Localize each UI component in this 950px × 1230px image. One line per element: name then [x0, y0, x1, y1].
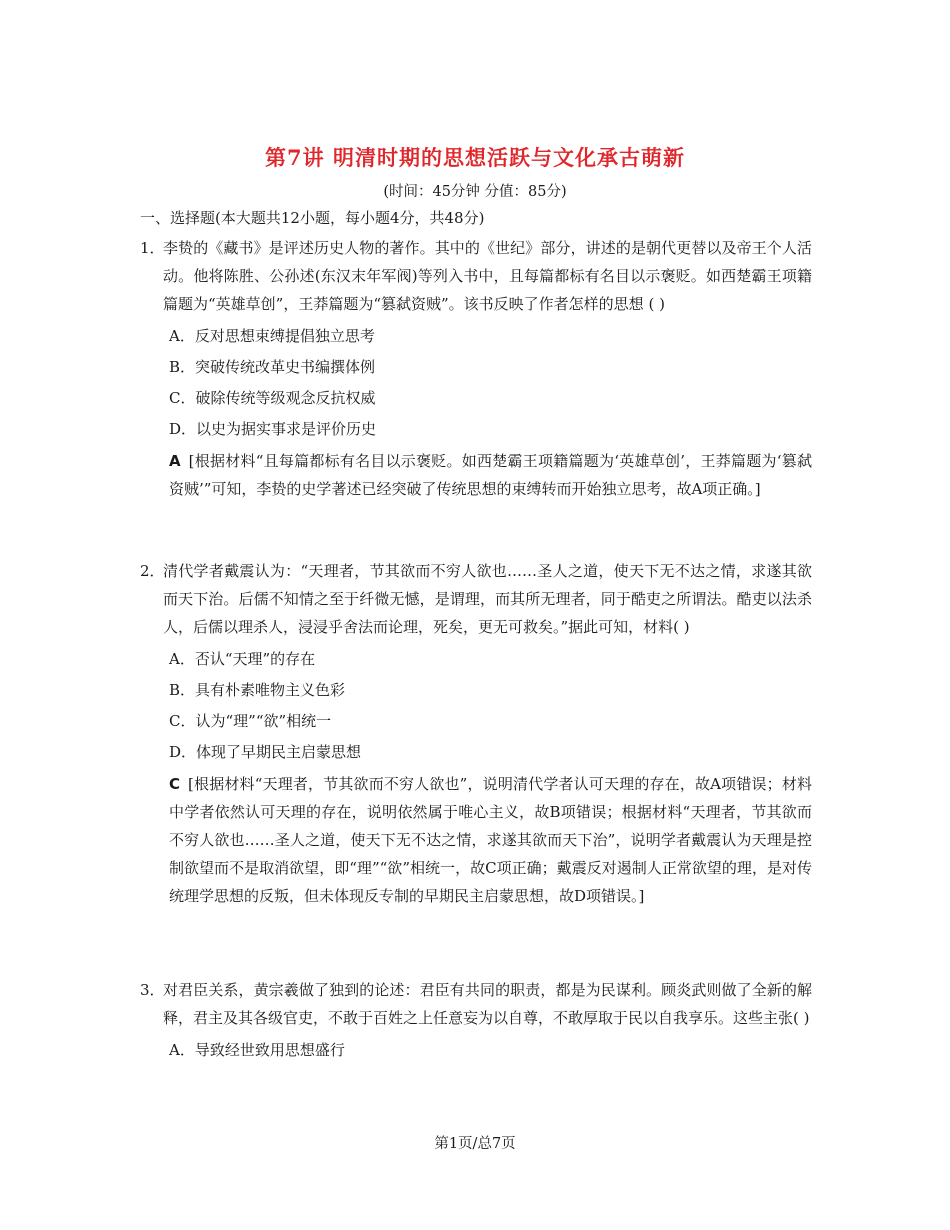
question-number: 1． [140, 239, 165, 257]
question-number: 3． [140, 981, 165, 999]
question-stem [140, 976, 812, 1032]
answer-explanation [140, 770, 812, 910]
question-1 [140, 234, 812, 503]
option-a: A．否认“天理”的存在 [169, 650, 316, 668]
answer-letter: A [169, 452, 181, 470]
option-a: A．导致经世致用思想盛行 [169, 1041, 345, 1059]
question-text: 对君臣关系，黄宗羲做了独到的论述：君臣有共同的职责，都是为民谋利。顾炎武则做了全新的解释，君主及其各级官吏，不敢于百姓之上任意妄为以自尊，不敢厚取于民以自我享乐。这些主张( ) [163, 981, 812, 1027]
option-c: C．认为“理”“欲”相统一 [169, 712, 332, 730]
time-score-subtitle: (时间：45分钟 分值：85分) [383, 184, 567, 200]
question-number: 2． [140, 562, 165, 580]
question-text: 清代学者戴震认为：“天理者，节其欲而不穷人欲也……圣人之道，使天下无不达之情，求遂其欲而天下治。后儒不知情之至于纤微无憾，是谓理，而其所无理者，同于酷吏之所谓法。酷吏以法杀人，后儒以理杀人，浸浸乎舍法而论理，死矣，更无可救矣。”据此可知，材料( ) [163, 562, 812, 636]
option-b: B．具有朴素唯物主义色彩 [169, 681, 346, 699]
question-3 [140, 976, 812, 1064]
option-a: A．反对思想束缚提倡独立思考 [169, 327, 375, 345]
question-2 [140, 557, 812, 910]
question-stem [140, 557, 812, 641]
answer-text: [根据材料“天理者，节其欲而不穷人欲也”，说明清代学者认可天理的存在，故A项错误；材料中学者依然认可天理的存在，说明依然属于唯心主义，故B项错误；根据材料“天理者，节其欲而不穷人欲也……圣人之道，使天下无不达之情，求遂其欲而天下治”，说明学者戴震认为天理是控制欲望而不是取消欲望，即“理”“欲”相统一，故C项正确；戴震反对遏制人正常欲望的理，是对传统理学思想的反叛，但未体现反专制的早期民主启蒙思想，故D项错误。] [169, 775, 812, 905]
page-title: 第7讲 明清时期的思想活跃与文化承古萌新 [265, 145, 685, 170]
section-heading: 一、选择题(本大题共12小题，每小题4分，共48分) [140, 209, 485, 227]
answer-text: [根据材料“且每篇都标有名目以示褒贬。如西楚霸王项籍篇题为‘英雄草创’，王莽篇题为‘篡弑资贼’”可知，李贽的史学著述已经突破了传统思想的束缚转而开始独立思考，故A项正确。] [169, 452, 812, 498]
page-footer: 第1页/总7页 [434, 1136, 516, 1152]
option-d: D．体现了早期民主启蒙思想 [169, 743, 362, 761]
option-b: B．突破传统改革史书编撰体例 [169, 358, 376, 376]
option-c: C．破除传统等级观念反抗权威 [169, 389, 376, 407]
question-text: 李贽的《藏书》是评述历史人物的著作。其中的《世纪》部分，讲述的是朝代更替以及帝王个人活动。他将陈胜、公孙述(东汉末年军阀)等列入书中，且每篇都标有名目以示褒贬。如西楚霸王项籍篇题为“英雄草创”，王莽篇题为“篡弑资贼”。该书反映了作者怎样的思想 ( ) [163, 239, 812, 313]
answer-explanation [140, 447, 812, 503]
question-stem [140, 234, 812, 318]
answer-letter: C [169, 775, 181, 793]
option-d: D．以史为据实事求是评价历史 [169, 420, 377, 438]
